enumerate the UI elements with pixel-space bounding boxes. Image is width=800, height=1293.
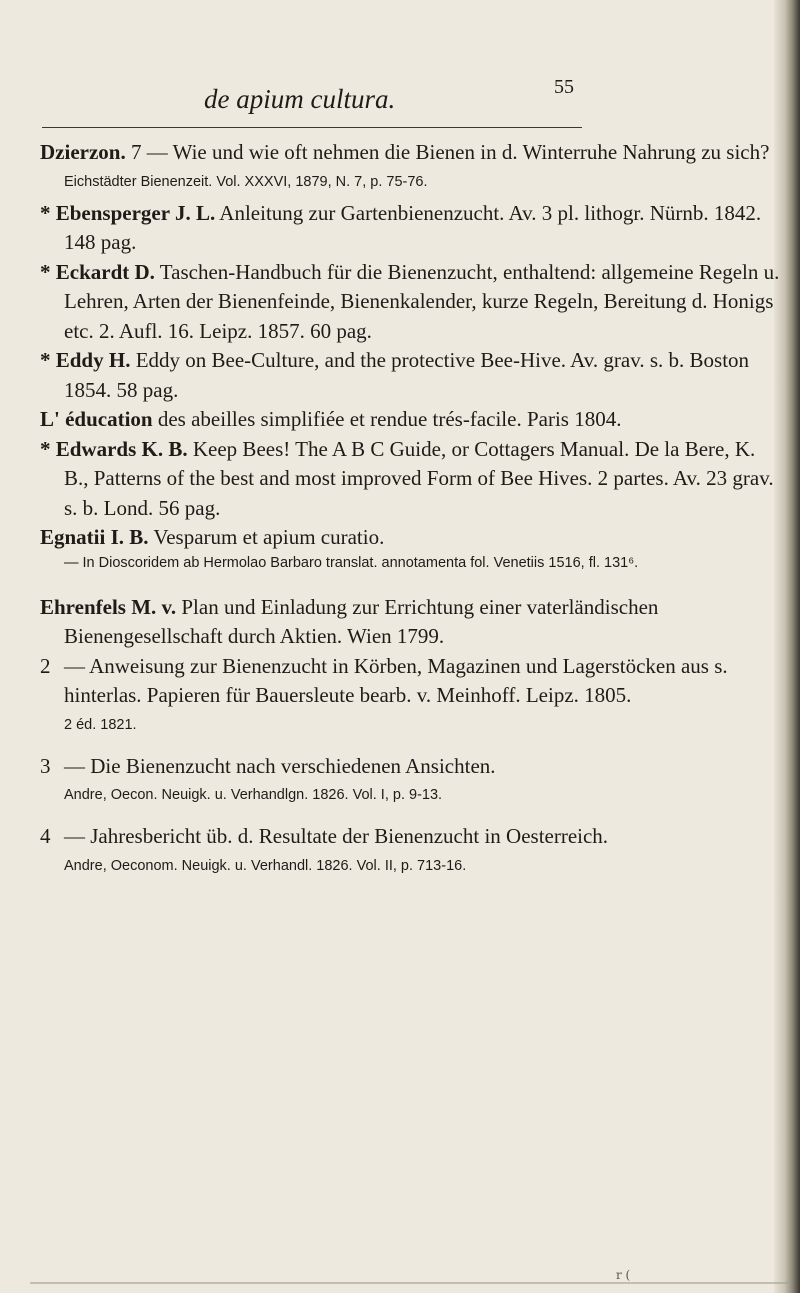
running-title: de apium cultura. [204, 84, 396, 114]
entry-ebensperger: * Ebensperger J. L. Anleitung zur Gartenbienenzucht. Av. 3 pl. lithogr. Nürnb. 1842. 148 pag. [40, 200, 762, 254]
entry-eckardt: * Eckardt D. Taschen-Handbuch für die Bienenzucht, enthaltend: allgemeine Regeln u. Lehren, Arten der Bienenfeinde, Bienenkalender, kurze Regeln, Bereitung d. Honigs etc. 2. Aufl. 16. Leipz. 1857. 60 pag. [40, 259, 780, 343]
entry-egnatii: Egnatii I. B. Vesparum et apium curatio. [40, 525, 385, 549]
bibliography-list [40, 138, 780, 883]
citation-note: Andre, Oeconom. Neuigk. u. Verhandl. 1826. Vol. II, p. 713-16. [64, 857, 467, 874]
entry-ehrenfels: Ehrenfels M. v. Plan und Einladung zur Errichtung einer vaterländischen Bienengesellschaft durch Aktien. Wien 1799. [40, 594, 659, 648]
entry-ehrenfels-3: 3 — Die Bienenzucht nach verschiedenen Ansichten. [40, 753, 496, 778]
entry-edwards: * Edwards K. B. Keep Bees! The A B C Guide, or Cottagers Manual. De la Bere, K. B., Patterns of the best and most improved Form of Bee Hives. 2 partes. Av. 23 grav. s. b. Lond. 56 pag. [40, 436, 774, 520]
citation-note: 2 éd. 1821. [64, 716, 137, 733]
entry-dzierzon: Dzierzon. 7 — Wie und wie oft nehmen die Bienen in d. Winterruhe Nahrung zu sich? [40, 140, 770, 164]
entry-education: L' éducation des abeilles simplifiée et rendue trés-facile. Paris 1804. [40, 407, 622, 431]
page-number: 55 [554, 76, 574, 98]
page-header [0, 76, 790, 124]
print-mark: r ( [616, 1268, 631, 1282]
citation-note: Eichstädter Bienenzeit. Vol. XXXVI, 1879, N. 7, p. 75-76. [64, 173, 428, 190]
entry-ehrenfels-2: 2 — Anweisung zur Bienenzucht in Körben, Magazinen und Lagerstöcken aus s. hinterlas. Papieren für Bauersleute bearb. v. Meinhoff. Leipz. 1805. [40, 653, 728, 707]
header-rule [42, 127, 582, 128]
entry-ehrenfels-4: 4 — Jahresbericht üb. d. Resultate der Bienenzucht in Oesterreich. [40, 824, 609, 848]
page-bottom-edge [30, 1282, 790, 1284]
citation-note: — In Dioscoridem ab Hermolao Barbaro translat. annotamenta fol. Venetiis 1516, fl. 131⁶. [64, 554, 639, 571]
citation-note: Andre, Oecon. Neuigk. u. Verhandlgn. 1826. Vol. I, p. 9-13. [64, 787, 443, 803]
entry-eddy: * Eddy H. Eddy on Bee-Culture, and the protective Bee-Hive. Av. grav. s. b. Boston 1854. 58 pag. [40, 348, 750, 402]
